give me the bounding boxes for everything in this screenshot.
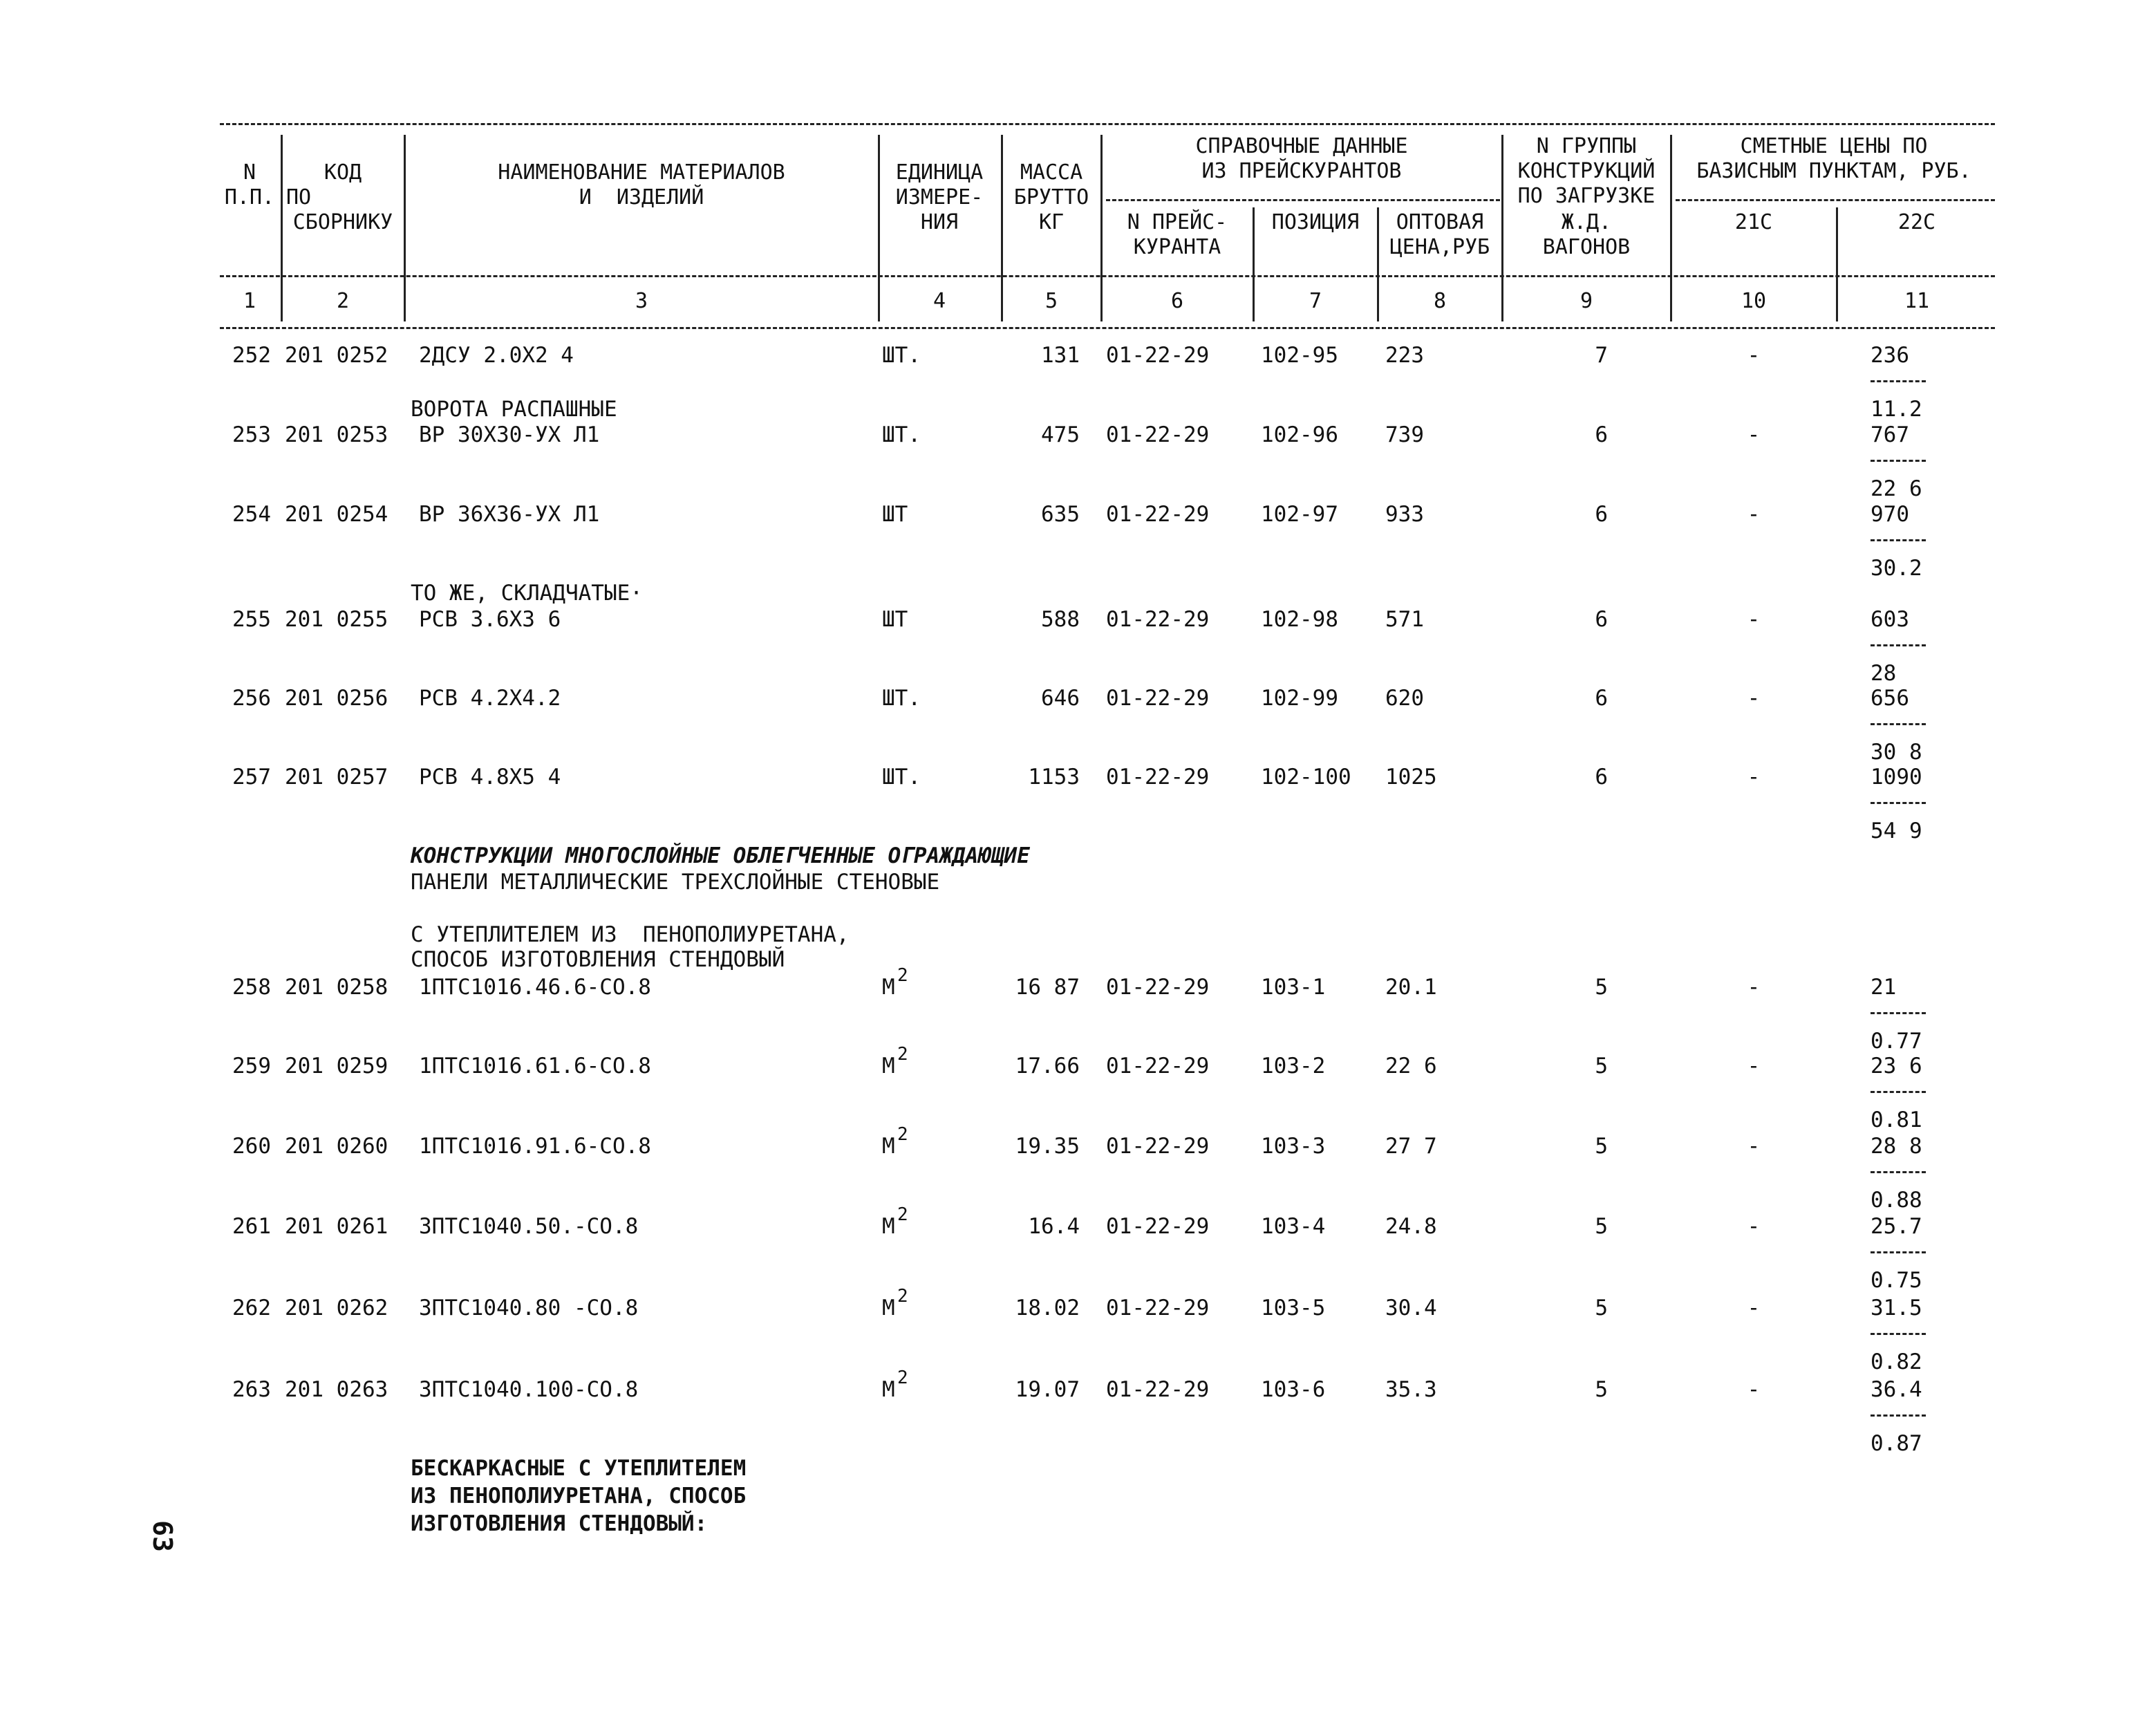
header-col9-line1: N ГРУППЫ <box>1536 134 1637 158</box>
section-title-constructions: КОНСТРУКЦИИ МНОГОСЛОЙНЫЕ ОБЛЕГЧЕННЫЕ ОГРАЖДАЮЩИЕ <box>411 843 1030 868</box>
row-unit-superscript: 2 <box>897 1367 908 1388</box>
row-price-list: 01-22-29 <box>1106 1377 1210 1402</box>
row-unit: М <box>882 1054 895 1078</box>
row-price-list: 01-22-29 <box>1106 1134 1210 1159</box>
section-title-insulated: СПОСОБ ИЗГОТОВЛЕНИЯ СТЕНДОВЫЙ <box>411 947 785 972</box>
row-code: 201 0255 <box>285 607 388 632</box>
row-mass: 16.4 <box>1028 1214 1080 1239</box>
row-mass: 18.02 <box>1015 1296 1080 1320</box>
row-price-22c-secondary: 0.88 <box>1871 1188 1922 1213</box>
row-price-list: 01-22-29 <box>1106 1054 1210 1078</box>
row-price-21c: - <box>1747 607 1761 632</box>
header-col5-line3: КГ <box>1038 210 1065 234</box>
row-price-list: 01-22-29 <box>1106 1214 1210 1239</box>
fraction-rule <box>1871 1414 1926 1417</box>
row-mass: 19.07 <box>1015 1377 1080 1402</box>
row-price-22c: 36.4 <box>1871 1377 1922 1402</box>
row-freight-group: 5 <box>1595 975 1608 1000</box>
col-number: 3 <box>635 289 648 313</box>
col-number: 9 <box>1579 289 1593 313</box>
header-col9-line2: КОНСТРУКЦИЙ <box>1517 159 1656 183</box>
header-divider <box>1253 207 1255 321</box>
row-code: 201 0257 <box>285 765 388 790</box>
row-price-22c-secondary: 0.87 <box>1871 1431 1922 1456</box>
header-col2-line1: КОД <box>324 160 362 185</box>
row-price-22c-secondary: 30.2 <box>1871 556 1922 581</box>
row-freight-group: 5 <box>1595 1214 1608 1239</box>
header-col9-line4: Ж.Д. <box>1561 210 1612 234</box>
row-price-list: 01-22-29 <box>1106 343 1210 368</box>
row-price-22c-secondary: 11.2 <box>1871 397 1922 422</box>
row-mass: 635 <box>1041 502 1080 527</box>
row-price-list: 01-22-29 <box>1106 765 1210 790</box>
section-title-frameless: ИЗ ПЕНОПОЛИУРЕТАНА, СПОСОБ <box>411 1484 747 1509</box>
ref-group-rule <box>1106 199 1500 201</box>
header-col4-line1: ЕДИНИЦА <box>895 160 984 185</box>
row-wholesale-price: 620 <box>1385 686 1424 711</box>
row-number: 260 <box>232 1134 271 1159</box>
row-unit: М <box>882 975 895 1000</box>
table-top-rule <box>220 123 1995 125</box>
row-number: 258 <box>232 975 271 1000</box>
row-code: 201 0260 <box>285 1134 388 1159</box>
row-price-22c-secondary: 30 8 <box>1871 740 1922 765</box>
col-number: 10 <box>1741 289 1767 313</box>
row-unit: М <box>882 1134 895 1159</box>
fraction-rule <box>1871 802 1926 804</box>
row-number: 252 <box>232 343 271 368</box>
row-position: 103-3 <box>1261 1134 1326 1159</box>
row-price-22c-secondary: 54 9 <box>1871 819 1922 843</box>
row-code: 201 0252 <box>285 343 388 368</box>
row-wholesale-price: 27 7 <box>1385 1134 1437 1159</box>
row-position: 102-99 <box>1261 686 1338 711</box>
row-position: 103-4 <box>1261 1214 1326 1239</box>
row-price-21c: - <box>1747 1054 1761 1078</box>
row-price-21c: - <box>1747 1296 1761 1320</box>
header-col6-line1: N ПРЕЙС- <box>1127 210 1228 234</box>
header-divider <box>404 135 406 321</box>
row-freight-group: 6 <box>1595 607 1608 632</box>
fraction-rule <box>1871 1251 1926 1253</box>
row-position: 102-100 <box>1261 765 1351 790</box>
header-col4-line3: НИЯ <box>920 210 959 234</box>
row-wholesale-price: 933 <box>1385 502 1424 527</box>
row-mass: 17.66 <box>1015 1054 1080 1078</box>
row-price-22c: 31.5 <box>1871 1296 1922 1320</box>
row-number: 255 <box>232 607 271 632</box>
header-divider <box>1377 207 1379 321</box>
row-wholesale-price: 20.1 <box>1385 975 1437 1000</box>
row-freight-group: 6 <box>1595 686 1608 711</box>
page-number: 63 <box>147 1520 178 1552</box>
row-code: 201 0253 <box>285 422 388 447</box>
row-position: 102-98 <box>1261 607 1338 632</box>
row-code: 201 0259 <box>285 1054 388 1078</box>
row-unit-superscript: 2 <box>897 1286 908 1307</box>
row-position: 103-1 <box>1261 975 1326 1000</box>
section-title-frameless: ИЗГОТОВЛЕНИЯ СТЕНДОВЫЙ: <box>411 1511 708 1536</box>
header-col8-line2: ЦЕНА,РУБ <box>1389 235 1490 259</box>
row-price-22c: 767 <box>1871 422 1909 447</box>
row-unit: М <box>882 1377 895 1402</box>
header-divider <box>1100 135 1103 321</box>
row-freight-group: 7 <box>1595 343 1608 368</box>
row-unit: ШТ. <box>882 422 921 447</box>
col-number: 6 <box>1170 289 1184 313</box>
row-price-21c: - <box>1747 1134 1761 1159</box>
row-price-list: 01-22-29 <box>1106 1296 1210 1320</box>
row-price-22c-secondary: 0.81 <box>1871 1108 1922 1132</box>
row-price-22c: 603 <box>1871 607 1909 632</box>
row-freight-group: 6 <box>1595 765 1608 790</box>
col-number: 8 <box>1433 289 1447 313</box>
row-price-22c-secondary: 28 <box>1871 661 1897 686</box>
row-name: ВР 30Х30-УХ Л1 <box>419 422 600 447</box>
row-wholesale-price: 223 <box>1385 343 1424 368</box>
row-price-21c: - <box>1747 765 1761 790</box>
row-mass: 646 <box>1041 686 1080 711</box>
row-unit-superscript: 2 <box>897 1044 908 1065</box>
row-price-21c: - <box>1747 1377 1761 1402</box>
row-unit-superscript: 2 <box>897 965 908 986</box>
section-title-folding: ТО ЖЕ, СКЛАДЧАТЫЕ· <box>411 581 643 606</box>
row-mass: 475 <box>1041 422 1080 447</box>
row-number: 256 <box>232 686 271 711</box>
header-col5-line1: МАССА <box>1020 160 1083 185</box>
header-divider <box>281 135 283 321</box>
col-number: 11 <box>1904 289 1930 313</box>
header-col6-line2: КУРАНТА <box>1133 235 1221 259</box>
header-col8-line1: ОПТОВАЯ <box>1396 210 1484 234</box>
row-number: 253 <box>232 422 271 447</box>
header-divider <box>1836 207 1838 321</box>
col-number: 2 <box>336 289 350 313</box>
header-divider <box>1670 135 1672 321</box>
row-freight-group: 5 <box>1595 1296 1608 1320</box>
row-freight-group: 5 <box>1595 1134 1608 1159</box>
row-name: 3ПТС1040.50.-СО.8 <box>419 1214 639 1239</box>
header-divider <box>1001 135 1003 321</box>
row-mass: 16 87 <box>1015 975 1080 1000</box>
row-unit-superscript: 2 <box>897 1124 908 1145</box>
section-title-insulated: С УТЕПЛИТЕЛЕМ ИЗ ПЕНОПОЛИУРЕТАНА, <box>411 922 850 947</box>
row-wholesale-price: 571 <box>1385 607 1424 632</box>
row-number: 259 <box>232 1054 271 1078</box>
row-freight-group: 6 <box>1595 422 1608 447</box>
row-code: 201 0256 <box>285 686 388 711</box>
row-position: 103-2 <box>1261 1054 1326 1078</box>
row-price-22c: 1090 <box>1871 765 1922 790</box>
section-title-panels: ПАНЕЛИ МЕТАЛЛИЧЕСКИЕ ТРЕХСЛОЙНЫЕ СТЕНОВЫЕ <box>411 870 940 895</box>
fraction-rule <box>1871 380 1926 382</box>
row-price-list: 01-22-29 <box>1106 975 1210 1000</box>
row-name: 2ДСУ 2.0Х2 4 <box>419 343 574 368</box>
header-numbers-top-rule <box>220 275 1995 277</box>
row-wholesale-price: 22 6 <box>1385 1054 1437 1078</box>
col-number: 4 <box>932 289 946 313</box>
row-price-22c-secondary: 0.77 <box>1871 1029 1922 1054</box>
row-price-list: 01-22-29 <box>1106 502 1210 527</box>
header-ref-group-line2: ИЗ ПРЕЙСКУРАНТОВ <box>1201 159 1402 183</box>
header-col5-line2: БРУТТО <box>1013 185 1089 209</box>
row-code: 201 0258 <box>285 975 388 1000</box>
fraction-rule <box>1871 1171 1926 1173</box>
header-col4-line2: ИЗМЕРЕ- <box>895 185 984 209</box>
row-wholesale-price: 35.3 <box>1385 1377 1437 1402</box>
header-col11: 22С <box>1897 210 1936 234</box>
row-number: 254 <box>232 502 271 527</box>
header-col1-line1: N <box>243 160 256 185</box>
row-unit: ШТ <box>882 607 908 632</box>
header-col9-line3: ПО ЗАГРУЗКЕ <box>1517 184 1656 208</box>
fraction-rule <box>1871 1333 1926 1335</box>
row-price-list: 01-22-29 <box>1106 607 1210 632</box>
fraction-rule <box>1871 539 1926 541</box>
row-price-22c: 28 8 <box>1871 1134 1922 1159</box>
header-col2-line3: СБОРНИКУ <box>292 210 393 234</box>
row-number: 261 <box>232 1214 271 1239</box>
row-wholesale-price: 30.4 <box>1385 1296 1437 1320</box>
row-position: 103-5 <box>1261 1296 1326 1320</box>
fraction-rule <box>1871 644 1926 646</box>
row-name: РСВ 4.8Х5 4 <box>419 765 561 790</box>
header-col3-line1: НАИМЕНОВАНИЕ МАТЕРИАЛОВ <box>498 160 785 185</box>
row-unit: ШТ. <box>882 343 921 368</box>
row-price-21c: - <box>1747 343 1761 368</box>
row-name: 3ПТС1040.80 -СО.8 <box>419 1296 639 1320</box>
row-code: 201 0262 <box>285 1296 388 1320</box>
header-col2-line2: ПО <box>286 185 312 209</box>
row-price-22c: 656 <box>1871 686 1909 711</box>
row-number: 257 <box>232 765 271 790</box>
header-col7-line1: ПОЗИЦИЯ <box>1271 210 1360 234</box>
row-unit: М <box>882 1214 895 1239</box>
row-price-21c: - <box>1747 975 1761 1000</box>
row-name: РСВ 3.6Х3 6 <box>419 607 561 632</box>
row-price-22c-secondary: 0.75 <box>1871 1268 1922 1293</box>
header-price-group-line1: СМЕТНЫЕ ЦЕНЫ ПО <box>1740 134 1928 158</box>
header-ref-group-line1: СПРАВОЧНЫЕ ДАННЫЕ <box>1195 134 1408 158</box>
row-name: ВР 36Х36-УХ Л1 <box>419 502 600 527</box>
row-freight-group: 5 <box>1595 1377 1608 1402</box>
row-position: 102-97 <box>1261 502 1338 527</box>
fraction-rule <box>1871 1091 1926 1093</box>
row-position: 102-95 <box>1261 343 1338 368</box>
row-price-22c: 21 <box>1871 975 1897 1000</box>
fraction-rule <box>1871 1012 1926 1014</box>
row-price-21c: - <box>1747 686 1761 711</box>
header-col9-line5: ВАГОНОВ <box>1542 235 1631 259</box>
row-number: 263 <box>232 1377 271 1402</box>
row-position: 103-6 <box>1261 1377 1326 1402</box>
row-price-22c-secondary: 22 6 <box>1871 476 1922 501</box>
row-unit: ШТ. <box>882 765 921 790</box>
fraction-rule <box>1871 460 1926 462</box>
row-freight-group: 5 <box>1595 1054 1608 1078</box>
header-divider <box>1501 135 1503 321</box>
header-col3-line2: И ИЗДЕЛИЙ <box>579 185 704 209</box>
section-title-frameless: БЕСКАРКАСНЫЕ С УТЕПЛИТЕЛЕМ <box>411 1456 747 1481</box>
row-price-22c: 970 <box>1871 502 1909 527</box>
row-mass: 588 <box>1041 607 1080 632</box>
row-price-21c: - <box>1747 1214 1761 1239</box>
row-code: 201 0261 <box>285 1214 388 1239</box>
row-wholesale-price: 24.8 <box>1385 1214 1437 1239</box>
header-col10: 21С <box>1734 210 1773 234</box>
row-code: 201 0254 <box>285 502 388 527</box>
row-name: 1ПТС1016.91.6-СО.8 <box>419 1134 651 1159</box>
row-code: 201 0263 <box>285 1377 388 1402</box>
fraction-rule <box>1871 723 1926 725</box>
col-number: 1 <box>243 289 256 313</box>
header-price-group-line2: БАЗИСНЫМ ПУНКТАМ, РУБ. <box>1696 159 1971 183</box>
row-mass: 131 <box>1041 343 1080 368</box>
section-title-gates: ВОРОТА РАСПАШНЫЕ <box>411 397 617 422</box>
header-col1-line2: П.П. <box>224 185 275 209</box>
row-unit: ШТ. <box>882 686 921 711</box>
row-wholesale-price: 1025 <box>1385 765 1437 790</box>
row-unit: ШТ <box>882 502 908 527</box>
row-unit: М <box>882 1296 895 1320</box>
row-name: РСВ 4.2Х4.2 <box>419 686 561 711</box>
row-mass: 1153 <box>1028 765 1080 790</box>
row-price-list: 01-22-29 <box>1106 686 1210 711</box>
row-number: 262 <box>232 1296 271 1320</box>
row-name: 1ПТС1016.46.6-СО.8 <box>419 975 651 1000</box>
row-price-list: 01-22-29 <box>1106 422 1210 447</box>
price-group-rule <box>1676 199 1995 201</box>
row-mass: 19.35 <box>1015 1134 1080 1159</box>
row-price-22c-secondary: 0.82 <box>1871 1350 1922 1374</box>
row-price-22c: 25.7 <box>1871 1214 1922 1239</box>
row-name: 3ПТС1040.100-СО.8 <box>419 1377 639 1402</box>
row-price-21c: - <box>1747 502 1761 527</box>
row-name: 1ПТС1016.61.6-СО.8 <box>419 1054 651 1078</box>
row-freight-group: 6 <box>1595 502 1608 527</box>
row-price-22c: 23 6 <box>1871 1054 1922 1078</box>
row-wholesale-price: 739 <box>1385 422 1424 447</box>
col-number: 5 <box>1044 289 1058 313</box>
col-number: 7 <box>1309 289 1322 313</box>
row-unit-superscript: 2 <box>897 1204 908 1225</box>
row-price-21c: - <box>1747 422 1761 447</box>
row-position: 102-96 <box>1261 422 1338 447</box>
row-price-22c: 236 <box>1871 343 1909 368</box>
header-bottom-rule <box>220 327 1995 329</box>
